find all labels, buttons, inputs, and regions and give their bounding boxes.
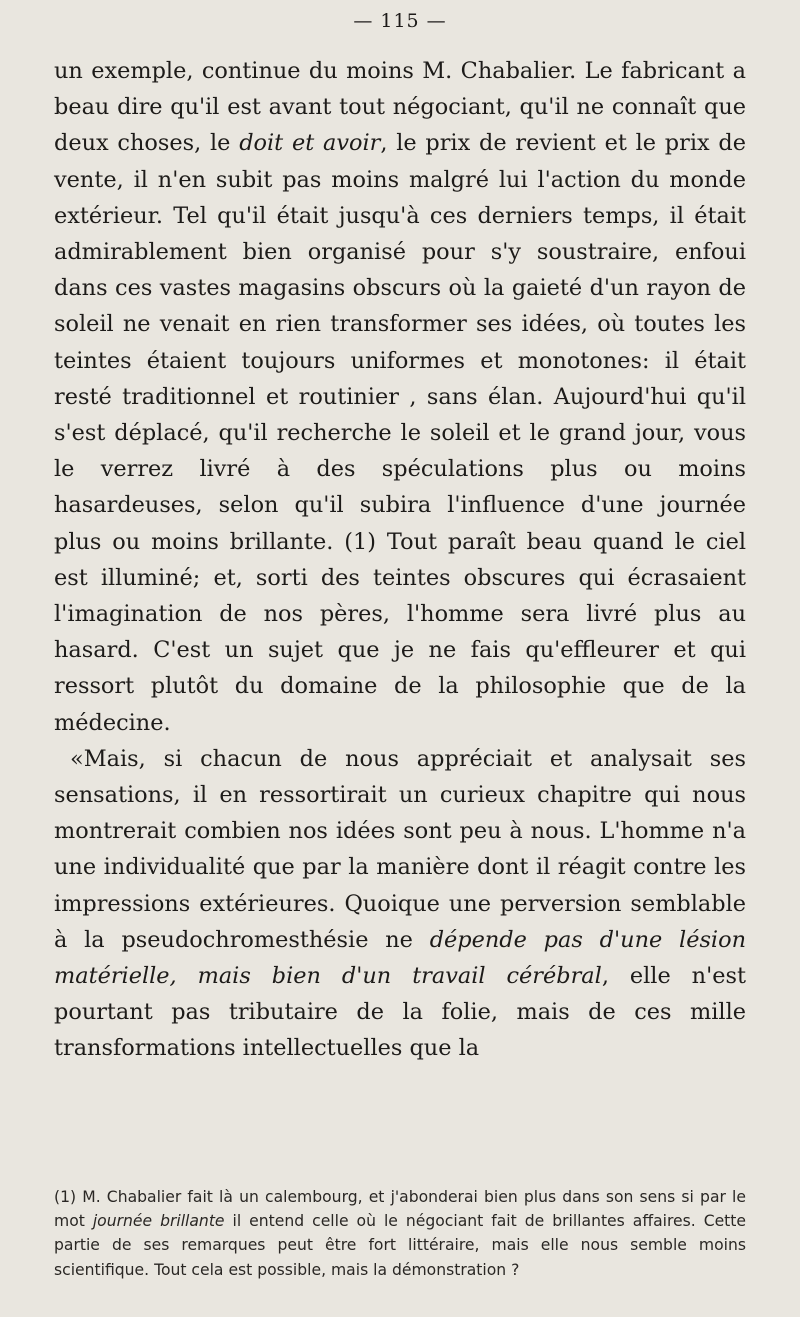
footnote-italic-run: journée brillante: [92, 1212, 225, 1231]
italic-run: dépende pas d'une lésion matérielle, mais bien d'un travail cérébral: [54, 926, 746, 990]
text-run: , le prix de revient et le prix de vente, il n'en subit pas moins malgré lui l'action du monde extérieur. Tel qu'il était jusqu'à ces derniers temps, il était admirablement bien organisé pour s'y soustraire, enfoui dans ces vastes magasins obscurs où la gaieté d'un rayon de soleil ne venait en rien transformer ses idées, où toutes les teintes étaient toujours uniformes et monotones: il était resté traditionnel et routinier , sans élan. Aujourd'hui qu'il s'est déplacé, qu'il recherche le soleil et le grand jour, vous le verrez livré à des spéculations plus ou moins hasardeuses, selon qu'il subira l'influence d'une journée plus ou moins brillante. (1) Tout paraît beau quand le ciel est illuminé; et, sorti des teintes obscures qui écrasaient l'imagination de nos pères, l'homme sera livré plus au hasard. C'est un sujet que je ne fais qu'effleurer et qui ressort plutôt du domaine de la philosophie que de la médecine.: [54, 130, 746, 736]
text-run: un exemple, continue du moins M. Chabalier. Le fabricant a beau dire qu'il est avant tout nég‍ociant, qu'il ne connaît que deux choses, le: [54, 58, 746, 157]
text-run: , elle n'est pourtant pas tributaire de la folie, mais de ces mille transformations intellectuelles que la: [54, 963, 746, 1062]
body-text: [54, 53, 746, 1067]
page-number: — 115 —: [353, 10, 447, 32]
paragraph-1: [54, 53, 746, 741]
footnote: [54, 1185, 746, 1282]
paragraph-2: [54, 741, 746, 1067]
text-run: «Mais, si chacun de nous appréciait et analysait ses sensations, il en ressortirait un curieux chapitre qui nous montrerait combien nos idées sont peu à nous. L'homme n'a une individualité que par la manière dont il réagit contre les impressions extérieures. Quoique une perversion semblable à la pseudochromesthésie ne: [54, 745, 746, 953]
footnote-text-run: il entend celle où le négociant fait de brillantes affaires. Cette partie de ses remarques peut être fort littéraire, mais elle nous semble moins scientifique. Tout cela est possible, mais la démonstration ?: [54, 1212, 746, 1279]
footnote-text-run: (1) M. Chabalier fait là un calembourg, et j'abonderai bien plus dans son sens si par le mot: [54, 1188, 746, 1231]
italic-run: doit et avoir: [239, 130, 381, 157]
